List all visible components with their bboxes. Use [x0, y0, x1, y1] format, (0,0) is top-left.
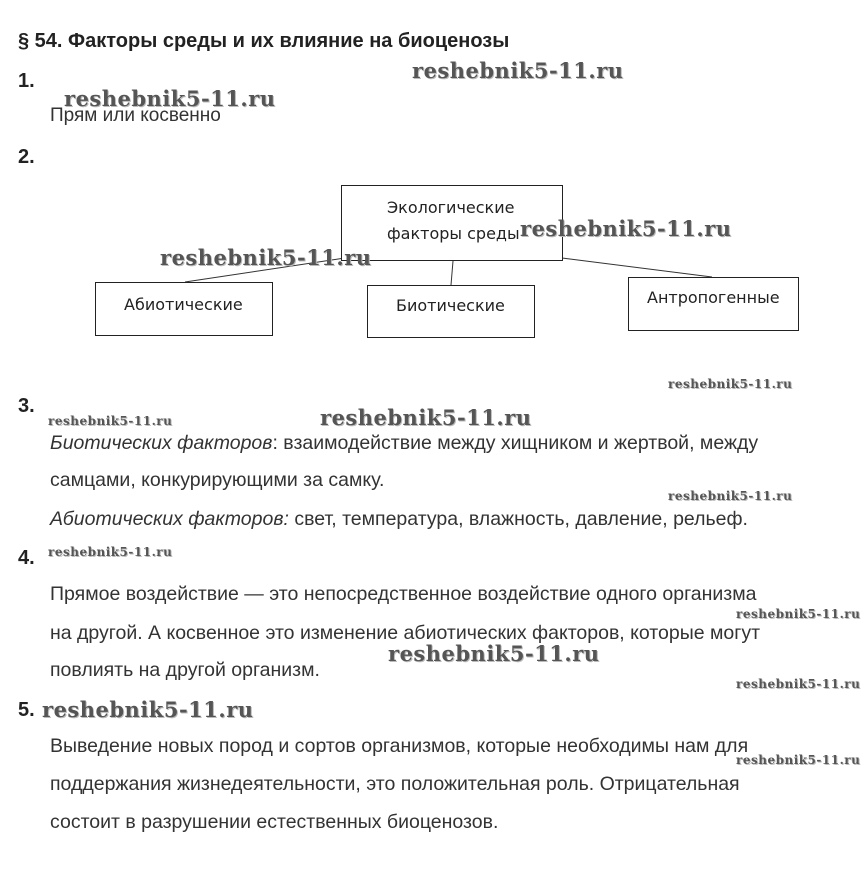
watermark: reshebnik5-11.ru [64, 86, 276, 111]
answer-4-line2: на другой. А косвенное это изменение абиотических факторов, которые могут [50, 622, 761, 644]
answer-3-biotic-cont: самцами, конкурирующими за самку. [50, 469, 385, 491]
question-number-1: 1. [18, 70, 35, 92]
watermark: reshebnik5-11.ru [736, 753, 861, 767]
question-number-4: 4. [18, 547, 35, 569]
question-number-3: 3. [18, 395, 35, 417]
question-number-2: 2. [18, 146, 35, 168]
watermark: reshebnik5-11.ru [736, 677, 861, 691]
diagram-box-anthropogenic [628, 277, 799, 331]
diagram-box-abiotic [95, 282, 273, 336]
page-title: § 54. Факторы среды и их влияние на биоценозы [18, 30, 510, 52]
answer-5-line2: поддержания жизнедеятельности, это положительная роль. Отрицательная [50, 773, 740, 795]
connector-anthropogenic [562, 258, 712, 277]
diagram-anthropogenic-label: Антропогенные [647, 288, 780, 307]
answer-3-biotic [50, 425, 860, 462]
watermark: reshebnik5-11.ru [520, 216, 732, 241]
watermark: reshebnik5-11.ru [736, 607, 861, 621]
watermark: reshebnik5-11.ru [48, 545, 173, 559]
watermark: reshebnik5-11.ru [388, 641, 600, 666]
biotic-label: Биотических факторов [50, 432, 273, 454]
answer-5-line3: состоит в разрушении естественных биоценозов. [50, 811, 499, 833]
answer-4-line3: повлиять на другой организм. [50, 659, 320, 681]
watermark: reshebnik5-11.ru [668, 489, 793, 503]
diagram-root-line1: Экологические [387, 198, 515, 217]
watermark: reshebnik5-11.ru [42, 697, 254, 722]
abiotic-text: свет, температура, влажность, давление, рельеф. [288, 508, 748, 530]
answer-4-line1: Прямое воздействие — это непосредственное воздействие одного организма [50, 583, 757, 605]
connector-biotic [451, 261, 453, 285]
abiotic-label: Абиотических факторов: [50, 508, 289, 530]
diagram-abiotic-label: Абиотические [124, 295, 243, 314]
watermark: reshebnik5-11.ru [320, 405, 532, 430]
watermark: reshebnik5-11.ru [668, 377, 793, 391]
diagram-biotic-label: Биотические [396, 296, 505, 315]
diagram-root-line2: факторы среды [387, 224, 520, 243]
diagram-box-biotic [367, 285, 535, 338]
watermark: reshebnik5-11.ru [412, 58, 624, 83]
watermark: reshebnik5-11.ru [160, 245, 372, 270]
biotic-text: : взаимодействие между хищником и жертвой, между [272, 432, 759, 454]
answer-5-line1: Выведение новых пород и сортов организмов, которые необходимы нам для [50, 735, 749, 757]
question-number-5: 5. [18, 699, 35, 721]
answer-1: Прям или косвенно [50, 105, 221, 126]
watermark: reshebnik5-11.ru [48, 414, 173, 428]
answer-3-abiotic [50, 501, 860, 538]
